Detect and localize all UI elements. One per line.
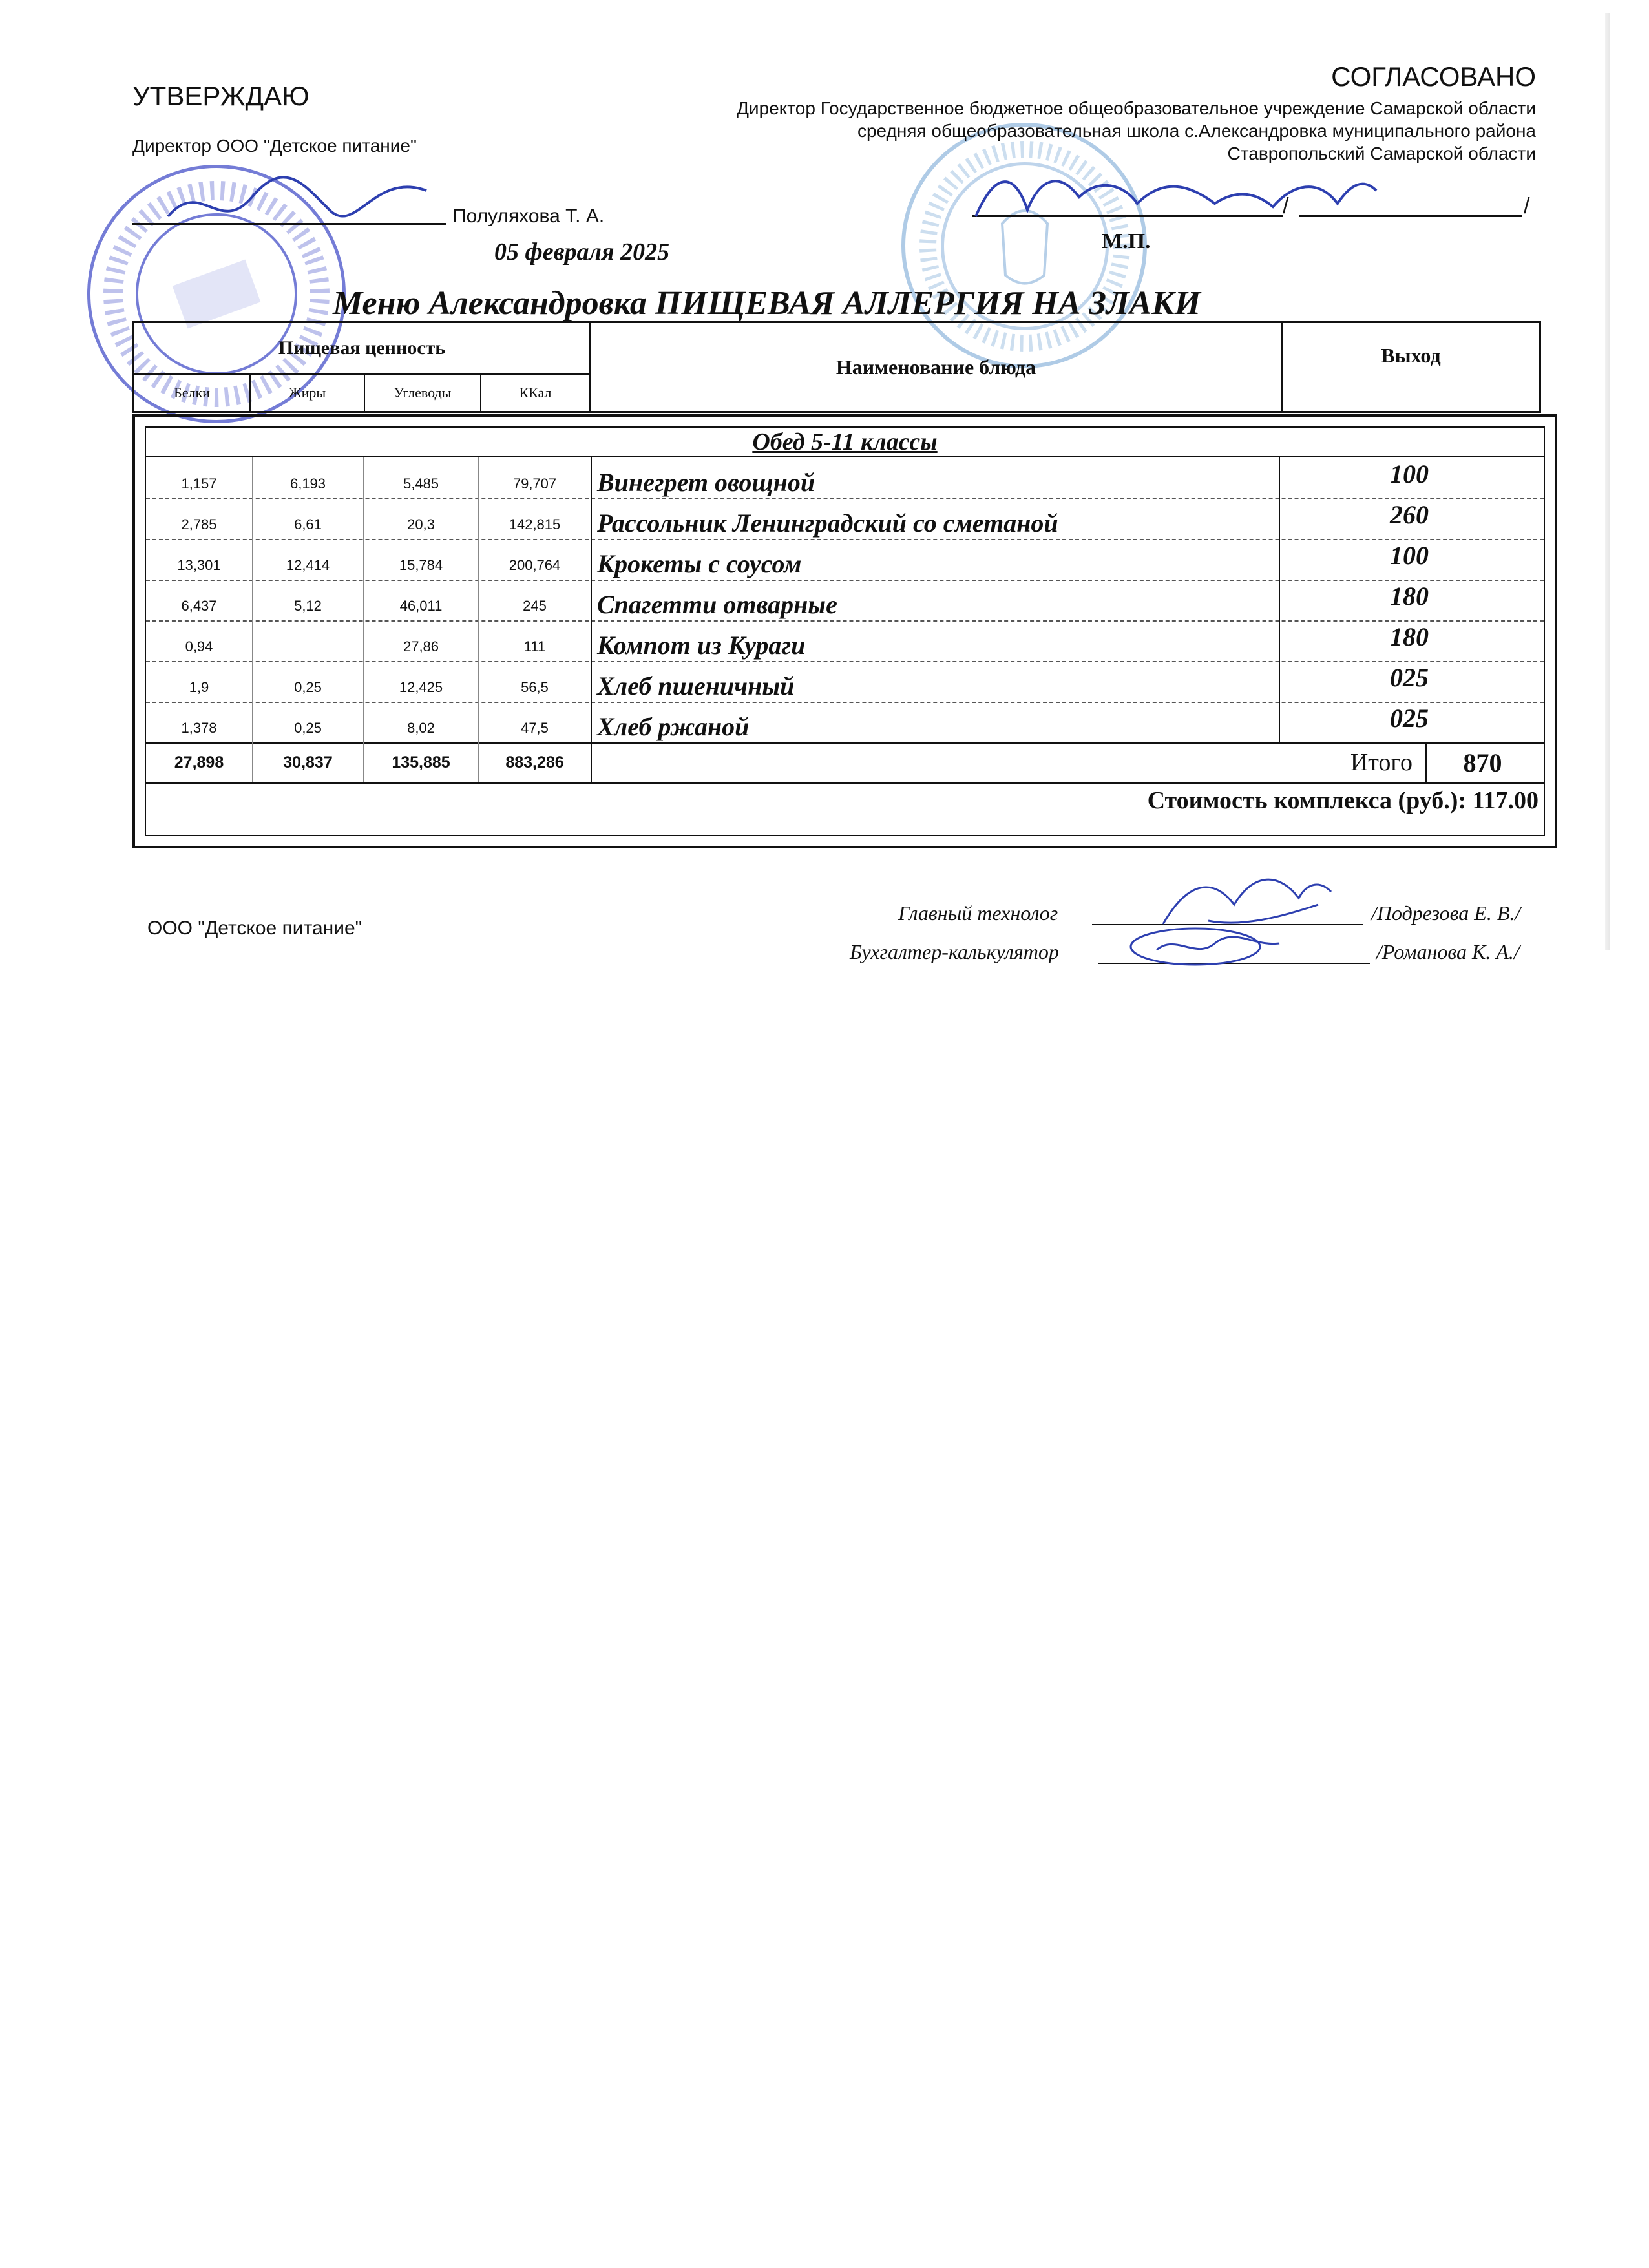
row-dish-name: Крокеты с соусом (592, 539, 1280, 580)
accountant-name: /Романова К. А./ (1376, 940, 1520, 963)
row-fat: 0,25 (253, 702, 364, 742)
document-title: Меню Александровка ПИЩЕВАЯ АЛЛЕРГИЯ НА ЗЛАКИ (333, 285, 1201, 322)
seal-place-label: М.П. (1102, 229, 1151, 253)
row-fat (253, 620, 364, 661)
row-yield: 100 (1390, 541, 1429, 570)
technologist-name: /Подрезова Е. В./ (1371, 901, 1521, 925)
totals-row (146, 742, 1544, 784)
row-protein: 0,94 (146, 620, 253, 661)
row-kcal: 200,764 (479, 539, 592, 580)
row-fat: 12,414 (253, 539, 364, 580)
carbs-header (365, 375, 481, 411)
row-dish-name: Рассольник Ленинградский со сметаной (592, 498, 1280, 539)
nutrition-header-label: Пищевая ценность (278, 337, 446, 359)
section-title-label: Обед 5-11 классы (752, 428, 938, 456)
table-header (132, 321, 1541, 413)
row-carbs: 46,011 (364, 580, 479, 620)
school-director-signature (969, 158, 1383, 229)
cost-label: Стоимость комплекса (руб.): 117.00 (1147, 787, 1539, 814)
kcal-header (481, 375, 591, 411)
total-yield: 870 (1425, 742, 1539, 782)
row-yield: 100 (1390, 459, 1429, 488)
row-protein: 6,437 (146, 580, 253, 620)
row-kcal: 245 (479, 580, 592, 620)
row-dish-name: Хлеб ржаной (592, 702, 1280, 742)
agreed-role: Директор Государственное бюджетное общеобразовательное учреждение Самарской области средняя общеобразовательная школа с.Александровка муниципального района Ставропольский Самарской области (736, 98, 1536, 163)
approve-title: УТВЕРЖДАЮ (132, 81, 310, 111)
footer-organization: ООО "Детское питание" (147, 918, 362, 939)
approve-role: Директор ООО "Детское питание" (132, 136, 417, 156)
approve-name: Полуляхова Т. А. (452, 205, 605, 227)
row-carbs: 5,485 (364, 457, 479, 498)
row-dish-name: Спагетти отварные (592, 580, 1280, 620)
row-protein: 1,378 (146, 702, 253, 742)
row-kcal: 56,5 (479, 661, 592, 702)
row-kcal: 111 (479, 620, 592, 661)
row-fat: 6,193 (253, 457, 364, 498)
kcal-header-label: ККал (519, 384, 552, 401)
row-carbs: 15,784 (364, 539, 479, 580)
table-row (146, 702, 1544, 744)
row-carbs: 20,3 (364, 498, 479, 539)
row-yield: 260 (1390, 500, 1429, 529)
row-kcal: 79,707 (479, 457, 592, 498)
total-label-text: Итого (1350, 749, 1413, 776)
total-kcal: 883,286 (479, 742, 592, 782)
director-signature (162, 165, 433, 242)
accountant-label: Бухгалтер-калькулятор (850, 940, 1059, 963)
table-row (146, 539, 1544, 581)
row-fat: 0,25 (253, 661, 364, 702)
dish-name-header (591, 323, 1283, 411)
total-protein: 27,898 (146, 742, 253, 782)
section-title (146, 428, 1544, 457)
row-protein: 13,301 (146, 539, 253, 580)
row-kcal: 142,815 (479, 498, 592, 539)
row-dish-name: Компот из Кураги (592, 620, 1280, 661)
total-label (592, 742, 1425, 782)
menu-table-inner (145, 426, 1545, 836)
row-fat: 5,12 (253, 580, 364, 620)
table-row (146, 498, 1544, 540)
row-carbs: 12,425 (364, 661, 479, 702)
row-dish-name: Хлеб пшеничный (592, 661, 1280, 702)
row-protein: 2,785 (146, 498, 253, 539)
accountant-signature (1118, 921, 1312, 972)
protein-header-label: Белки (174, 384, 210, 401)
page-edge-shadow (1605, 13, 1610, 950)
row-carbs: 8,02 (364, 702, 479, 742)
technologist-label: Главный технолог (898, 901, 1058, 925)
dish-name-header-label: Наименование блюда (835, 355, 1036, 379)
total-fat: 30,837 (253, 742, 364, 782)
nutrition-header (134, 323, 591, 375)
fat-header-label: Жиры (288, 384, 326, 401)
row-protein: 1,157 (146, 457, 253, 498)
yield-header (1283, 323, 1539, 388)
agreed-separator: / (1283, 194, 1289, 218)
table-row (146, 457, 1544, 499)
row-dish-name: Винегрет овощной (592, 457, 1280, 498)
row-carbs: 27,86 (364, 620, 479, 661)
row-yield: 180 (1390, 622, 1429, 651)
row-kcal: 47,5 (479, 702, 592, 742)
row-yield: 025 (1390, 663, 1429, 692)
protein-header (134, 375, 251, 411)
total-carbs: 135,885 (364, 742, 479, 782)
yield-header-label: Выход (1381, 343, 1441, 367)
agreed-title: СОГЛАСОВАНО (1331, 61, 1536, 92)
carbs-header-label: Углеводы (394, 384, 452, 401)
cost-row (146, 782, 1544, 819)
document-date: 05 февраля 2025 (494, 238, 670, 266)
row-yield: 025 (1390, 704, 1429, 733)
row-yield: 180 (1390, 582, 1429, 611)
table-row (146, 620, 1544, 662)
table-row (146, 580, 1544, 622)
row-fat: 6,61 (253, 498, 364, 539)
row-protein: 1,9 (146, 661, 253, 702)
table-row (146, 661, 1544, 703)
menu-table (132, 414, 1557, 848)
agreed-end-slash: / (1524, 194, 1530, 218)
fat-header (251, 375, 365, 411)
